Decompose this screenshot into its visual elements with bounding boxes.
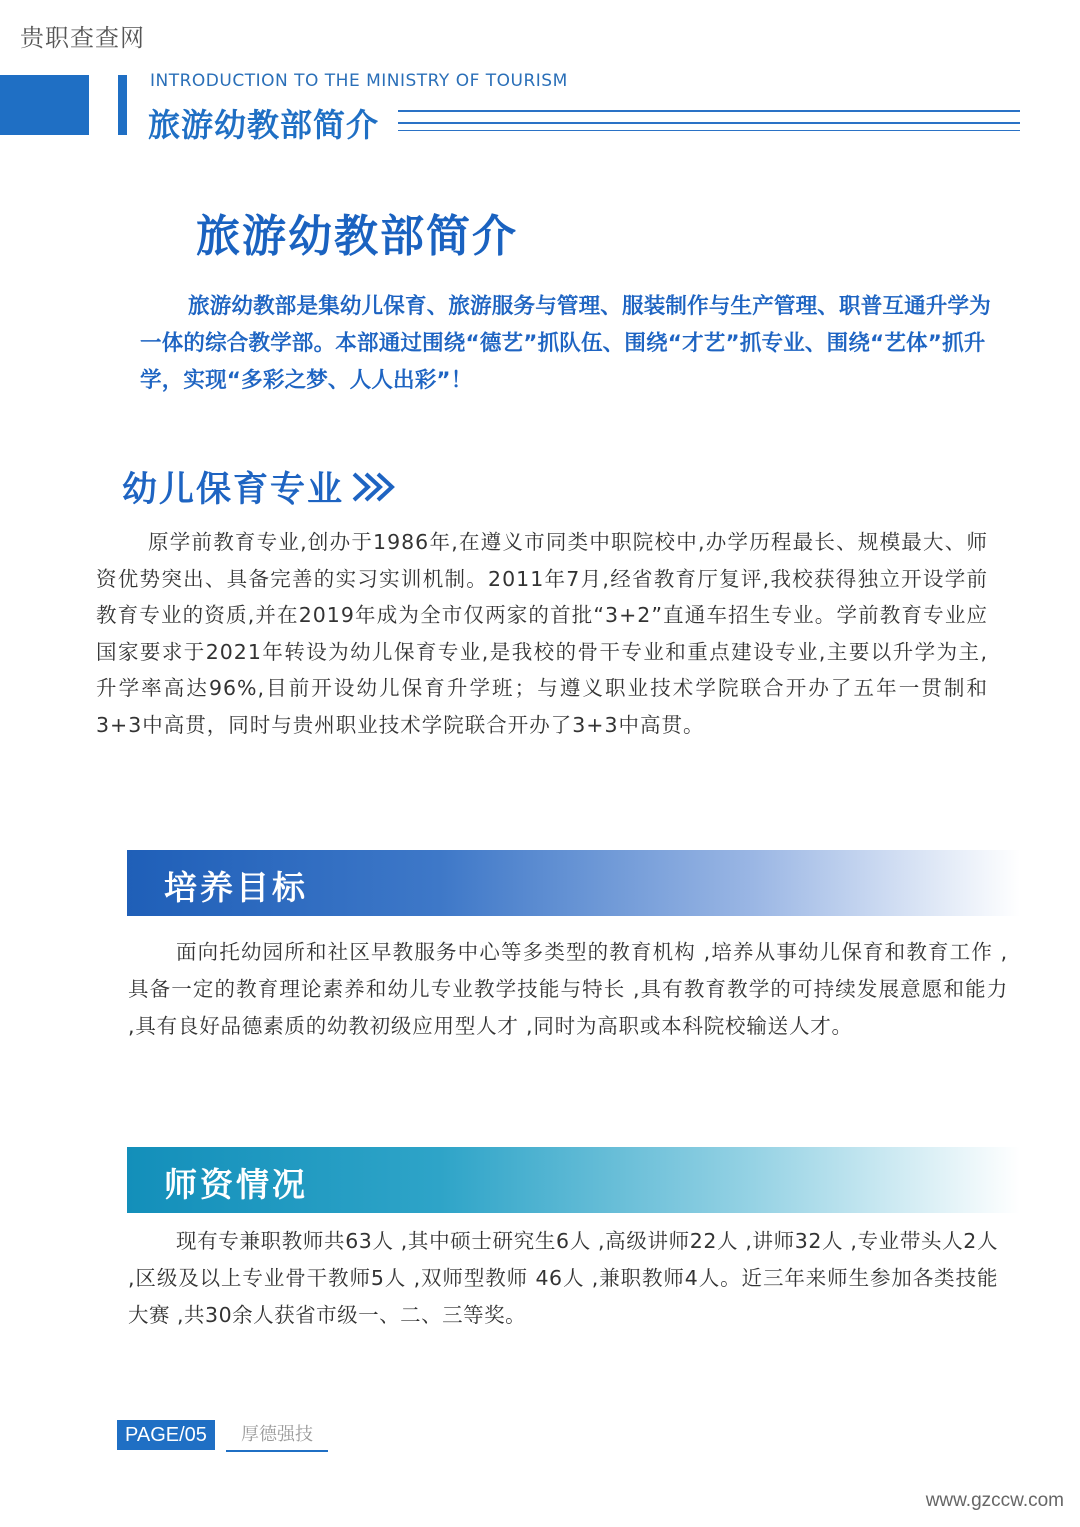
school-motto: 厚德强技 — [226, 1420, 328, 1452]
faculty-text: 现有专兼职教师共63人 ,其中硕士研究生6人 ,高级讲师22人 ,讲师32人 ,专业带头人2人 ,区级及以上专业骨干教师5人 ,双师型教师 46人 ,兼职教师4人。近三年来师生参加各类技能大赛 ,共30余人获省市级一、二、三等奖。 — [128, 1229, 998, 1327]
header-rule — [398, 130, 1020, 131]
page-number-badge: PAGE/05 — [117, 1420, 215, 1450]
site-url-watermark: www.gzccw.com — [925, 1490, 1064, 1511]
header-accent-block — [0, 75, 89, 135]
training-goal-text: 面向托幼园所和社区早教服务中心等多类型的教育机构 ,培养从事幼儿保育和教育工作 ,具备一定的教育理论素养和幼儿专业教学技能与特长 ,具有教育教学的可持续发展意愿和能力 ,具有良好品德素质的幼教初级应用型人才 ,同时为高职或本科院校输送人才。 — [128, 940, 1008, 1038]
major-description: 原学前教育专业,创办于1986年,在遵义市同类中职院校中,办学历程最长、规模最大、师资优势突出、具备完善的实习实训机制。2011年7月,经省教育厅复评,我校获得独立开设学前教育专业的资质,并在2019年成为全市仅两家的首批“3+2”直通车招生专业。学前教育专业应国家要求于2021年转设为幼儿保育专业,是我校的骨干专业和重点建设专业,主要以升学为主,升学率高达96%,目前开设幼儿保育升学班；与遵义职业技术学院联合开办了五年一贯制和3+3中高贯，同时与贵州职业技术学院联合开办了3+3中高贯。 — [96, 530, 988, 737]
faculty-banner — [127, 1147, 1020, 1213]
department-intro: 旅游幼教部是集幼儿保育、旅游服务与管理、服装制作与生产管理、职普互通升学为一体的综合教学部。本部通过围绕“德艺”抓队伍、围绕“才艺”抓专业、围绕“艺体”抓升学，实现“多彩之梦、人人出彩”！ — [140, 294, 991, 393]
double-chevron-right-icon — [350, 470, 400, 504]
header-english-title: INTRODUCTION TO THE MINISTRY OF TOURISM — [150, 71, 568, 91]
header-accent-bar — [118, 75, 127, 135]
training-goal-banner — [127, 850, 1020, 916]
major-heading: 幼儿保育专业 — [122, 470, 345, 510]
header-chinese-title: 旅游幼教部简介 — [148, 106, 380, 144]
site-watermark: 贵职查查网 — [20, 24, 145, 52]
header-rule — [398, 110, 1020, 112]
page-title: 旅游幼教部简介 — [196, 211, 518, 262]
training-goal-title: 培养目标 — [164, 868, 308, 907]
faculty-title: 师资情况 — [164, 1165, 308, 1204]
header-rule — [398, 122, 1020, 124]
